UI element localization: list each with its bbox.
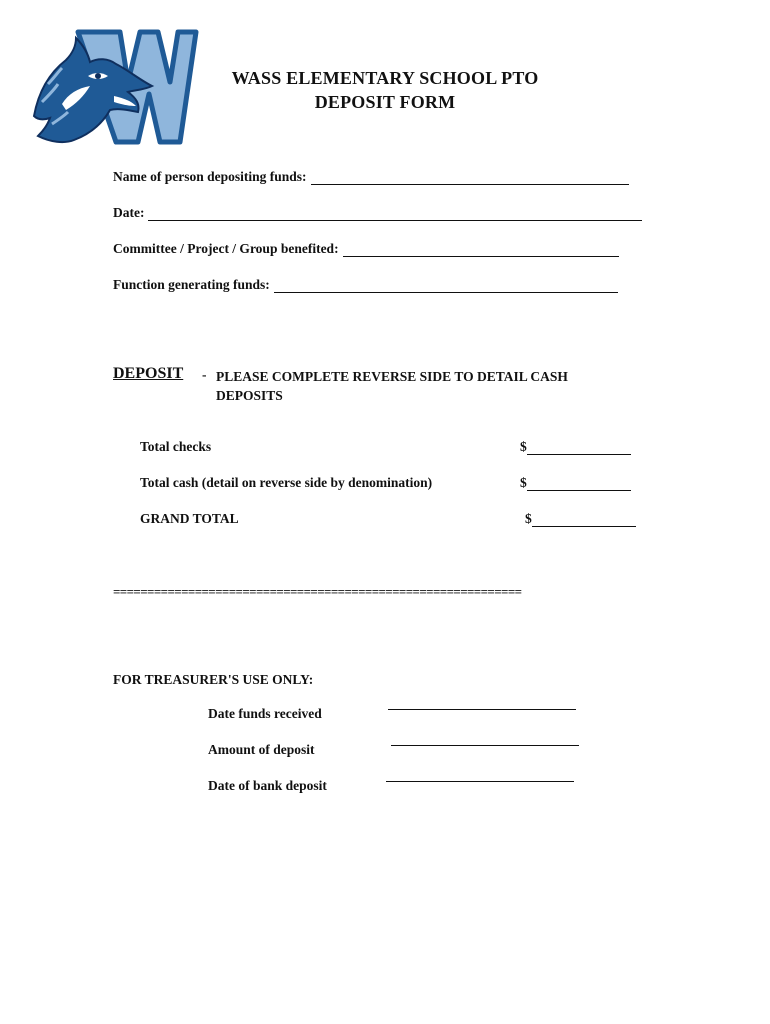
wolf-w-logo-icon [28,24,200,150]
date-of-bank-deposit-blank[interactable] [386,780,574,782]
field-committee [113,241,619,257]
grand-total-amount [525,511,636,527]
total-cash-label: Total cash (detail on reverse side by denomination) [140,475,433,490]
total-cash-blank[interactable] [527,478,631,491]
total-cash-amount [520,475,631,491]
form-title-school: WASS ELEMENTARY SCHOOL PTO [231,68,539,88]
total-checks-blank[interactable] [527,442,631,455]
date-funds-received-blank[interactable] [388,708,576,710]
grand-total-label: GRAND TOTAL [140,511,239,526]
total-checks-label: Total checks [140,439,212,454]
committee-blank[interactable] [343,244,619,257]
depositor-name-blank[interactable] [311,172,629,185]
deposit-heading: DEPOSIT [113,365,184,382]
field-label: Function generating funds: [113,277,270,292]
deposit-dash: - [202,367,207,382]
treasurer-heading: FOR TREASURER'S USE ONLY: [113,672,314,687]
currency-symbol: $ [520,475,527,490]
date-blank[interactable] [148,208,642,221]
section-separator: ============================================================ [113,584,522,599]
date-funds-received-label: Date funds received [208,706,322,721]
grand-total-blank[interactable] [532,514,636,527]
field-depositor-name [113,169,629,185]
form-title-deposit: DEPOSIT FORM [314,92,456,112]
field-date [113,205,642,221]
amount-of-deposit-label: Amount of deposit [208,742,315,757]
date-of-bank-deposit-label: Date of bank deposit [208,778,327,793]
currency-symbol: $ [520,439,527,454]
amount-of-deposit-blank[interactable] [391,744,579,746]
field-function [113,277,618,293]
field-label: Name of person depositing funds: [113,169,307,184]
total-checks-amount [520,439,631,455]
field-label: Committee / Project / Group benefited: [113,241,339,256]
function-blank[interactable] [274,280,618,293]
currency-symbol: $ [525,511,532,526]
field-label: Date: [113,205,145,220]
deposit-instruction: PLEASE COMPLETE REVERSE SIDE TO DETAIL CASH DEPOSITS [216,369,568,403]
